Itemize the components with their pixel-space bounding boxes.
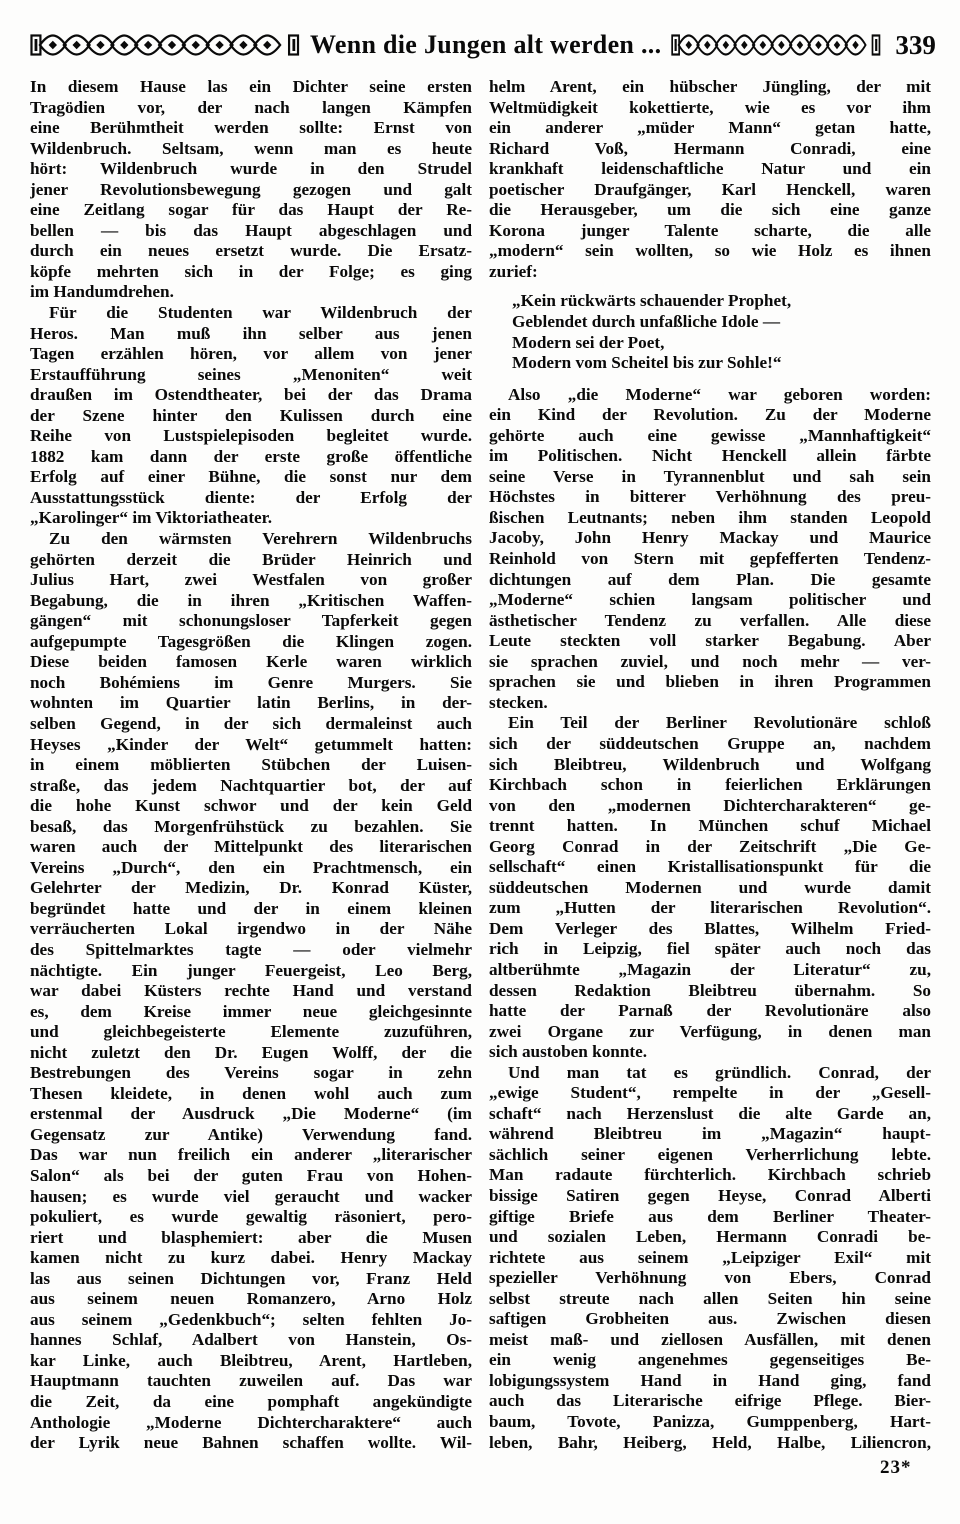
text-line: sich Bleibtreu, Wildenbruch und Wolfgang xyxy=(489,754,931,774)
text-line: es, dem Kreise immer neue gleichgesinnte xyxy=(30,1001,472,1021)
text-line: Richard Voß, Hermann Conradi, eine xyxy=(489,138,931,158)
text-line: im Politischen. Nicht Henckell allein färbte xyxy=(489,446,931,466)
text-line: sie sprachen zuviel, und noch mehr — ver- xyxy=(489,651,931,671)
text-line: Man radaute fürchterlich. Kirchbach schrieb xyxy=(489,1165,931,1185)
right-column xyxy=(489,77,931,1454)
text-line: Höchstes in bitterer Verhöhnung des preu- xyxy=(489,487,931,507)
text-line: Dem Verleger des Blattes, Wilhelm Fried- xyxy=(489,918,931,938)
text-line: In diesem Hause las ein Dichter seine ersten xyxy=(30,77,472,96)
text-line: gängen“ mit schonungsloser Tapferkeit gegen xyxy=(30,611,472,631)
text-line: die Zeit, da eine pomphaft angekündigte xyxy=(30,1392,472,1411)
text-line: ein anderer „müder Mann“ getan hatte, xyxy=(489,118,931,138)
text-line: bissige Satiren gegen Heyse, Conrad Alberti xyxy=(489,1185,931,1205)
text-line: ßischen Leutnants; neben ihm standen Leopold xyxy=(489,507,931,527)
text-line: sächlich seiner eigenen Verherrlichung lebte. xyxy=(489,1144,931,1164)
text-line: Tagen erzählen hören, vor allem von jener xyxy=(30,344,472,364)
text-line: meist maß- und ziellosen Ausfällen, mit denen xyxy=(489,1329,931,1349)
text-line: die Herausgeber, um die sich eine ganze xyxy=(489,200,931,220)
text-line: auch das Literarische eifrige Pflege. Bier- xyxy=(489,1391,931,1411)
paragraph xyxy=(30,303,472,529)
text-line: Salon“ als bei der guten Frau von Hohen- xyxy=(30,1165,472,1185)
text-line: Begabung, die in ihren „Kritischen Waffen- xyxy=(30,590,472,610)
text-line: begründet hatte und der in einem kleinen xyxy=(30,898,472,918)
text-line: aus seinem „Gedenkbuch“; selten fehlten Jo- xyxy=(30,1309,472,1329)
paragraph xyxy=(489,385,931,714)
text-line: Ausstattungsstück diente: der Erfolg der xyxy=(30,487,472,507)
text-line: Julius Hart, zwei Westfalen von großer xyxy=(30,570,472,590)
verse-line: Geblendet durch unfaßliche Idole — xyxy=(512,312,781,332)
text-line: eine Berühmtheit werden sollte: Ernst von xyxy=(30,118,472,138)
text-line: eine Zeitlang sogar für das Haupt der Re- xyxy=(30,200,472,220)
text-line: 1882 kam dann der erste große öffentliche xyxy=(30,446,472,466)
text-line: hört: Wildenbruch wurde in den Strudel xyxy=(30,159,472,179)
text-line: bellen — bis das Haupt abgeschlagen und xyxy=(30,220,472,240)
text-line: „Moderne“ schien langsam politischer und xyxy=(489,590,931,610)
text-line: selbst streute nach allen Seiten hin seine xyxy=(489,1288,931,1308)
text-line: gehörten derzeit die Brüder Heinrich und xyxy=(30,549,472,569)
verse-line: Modern sei der Poet, xyxy=(512,332,665,352)
text-line: Anthologie „Moderne Dichtercharaktere“ auch xyxy=(30,1412,472,1432)
text-line: Das war nun freilich ein anderer „literarischer xyxy=(30,1145,472,1165)
text-line: aufgepumpte Tagesgrößen die Klingen zogen. xyxy=(30,631,472,651)
text-line: kamen nicht zu kurz dabei. Henry Mackay xyxy=(30,1248,472,1268)
text-line: köpfe mehrten sich in der Folge; es ging xyxy=(30,261,472,281)
paragraph xyxy=(30,77,472,303)
text-line: spezieller Verhöhnung von Ebers, Conrad xyxy=(489,1268,931,1288)
text-line: Ein Teil der Berliner Revolutionäre schloß xyxy=(508,713,931,733)
paragraph xyxy=(30,529,472,1454)
text-line: poetischer Draufgänger, Karl Henckell, waren xyxy=(489,179,931,199)
page-number: 339 xyxy=(895,29,936,60)
text-line: „modern“ sein wollten, so wie Holz es ihnen xyxy=(489,241,931,261)
text-line: Vereins „Durch“, den ein Prachtmensch, ein xyxy=(30,857,472,877)
text-line: aus seinem neuen Romanzero, Arno Holz xyxy=(30,1289,472,1309)
text-line: Georg Conrad in der Zeitschrift „Die Ge- xyxy=(489,836,931,856)
text-line: sich austoben konnte. xyxy=(489,1042,648,1062)
chain-ornament-right-icon xyxy=(671,32,881,58)
text-line: im Handumdrehen. xyxy=(30,282,174,302)
text-line: gehörte auch eine gewisse „Mannhaftigkeit“ xyxy=(489,425,931,445)
verse-block xyxy=(512,291,931,373)
text-line: nicht zuletzt den Dr. Eugen Wolff, der die xyxy=(30,1042,472,1062)
text-line: Leute steckten voll starker Begabung. Aber xyxy=(489,631,931,651)
text-line: lobigungssystem Hand in Hand ging, fand xyxy=(489,1370,931,1390)
text-line: hausen; es wurde viel geraucht und wacker xyxy=(30,1186,472,1206)
text-line: verräucherten Lokal irgendwo in der Nähe xyxy=(30,919,472,939)
text-line: „Karolinger“ im Viktoriatheater. xyxy=(30,508,273,528)
text-line: der Szene hinter den Kulissen durch eine xyxy=(30,405,472,425)
text-line: zwei Organe zur Verfügung, in denen man xyxy=(489,1021,931,1041)
text-line: leben, Bahr, Heiberg, Held, Halbe, Liliencron, xyxy=(489,1432,931,1452)
text-line: sprachen sie und blieben in ihren Programmen xyxy=(489,672,931,692)
text-line: sich der süddeutschen Gruppe an, nachdem xyxy=(489,733,931,753)
text-line: straße, das jedem Nachtquartier bot, der auf xyxy=(30,775,472,795)
text-line: trennt hatten. In München schuf Michael xyxy=(489,816,931,836)
text-line: durch ein neues ersetzt wurde. Die Ersatz- xyxy=(30,241,472,261)
text-line: jener Revolutionsbewegung gezogen und galt xyxy=(30,179,472,199)
text-line: Korona junger Talente scharte, die alle xyxy=(489,220,931,240)
text-line: und gleichbegeisterte Elemente zuzuführen, xyxy=(30,1022,472,1042)
text-line: kar Linke, auch Bleibtreu, Arent, Hartleben, xyxy=(30,1350,472,1370)
page-header xyxy=(30,26,936,64)
text-line: Erfolg auf einer Bühne, die sonst nur dem xyxy=(30,467,472,487)
text-line: hatte der Parnaß der Revolutionäre also xyxy=(489,1001,931,1021)
text-line: noch Bohémiens im Genre Murgers. Sie xyxy=(30,672,472,692)
text-line: zurief: xyxy=(489,261,538,281)
text-line: Kirchbach schon in feierlichen Erklärungen xyxy=(489,775,931,795)
text-line: hannes Schlaf, Adalbert von Hanstein, Os- xyxy=(30,1330,472,1350)
text-line: giftige Briefe aus dem Berliner Theater- xyxy=(489,1206,931,1226)
text-line: Reinhold von Stern mit gepfefferten Tendenz- xyxy=(489,549,931,569)
text-line: helm Arent, ein hübscher Jüngling, der mit xyxy=(489,77,931,96)
text-line: Erstaufführung seines „Menoniten“ weit xyxy=(30,364,472,384)
text-line: des Spittelmarktes tagte — oder vielmehr xyxy=(30,939,472,959)
text-line: pokuliert, es wurde gewaltig räsoniert, pero- xyxy=(30,1207,472,1227)
paragraph xyxy=(489,1063,931,1453)
text-line: Thesen kleidete, in denen wohl auch zum xyxy=(30,1083,472,1103)
paragraph xyxy=(489,713,931,1062)
text-line: selben Gegend, in der sich dermaleinst auch xyxy=(30,713,472,733)
text-line: Diese beiden famosen Kerle waren wirklich xyxy=(30,652,472,672)
text-line: krankhaft leidenschaftliche Natur und ein xyxy=(489,159,931,179)
text-line: altberühmte „Magazin der Literatur“ zu, xyxy=(489,959,931,979)
text-line: Heyses „Kinder der Welt“ getummelt hatten: xyxy=(30,734,472,754)
text-line: las aus seinen Dichtungen vor, Franz Held xyxy=(30,1268,472,1288)
text-line: süddeutschen Modernen und wurde damit xyxy=(489,877,931,897)
running-title: Wenn die Jungen alt werden ... xyxy=(310,30,662,59)
text-line: war dabei Küsters rechte Hand und verstand xyxy=(30,981,472,1001)
text-line: schaft“ nach Herzenslust die alte Garde an, xyxy=(489,1103,931,1123)
text-line: Tragödien vor, der nach langen Kämpfen xyxy=(30,97,472,117)
text-line: Für die Studenten war Wildenbruch der xyxy=(49,303,472,323)
text-line: Und man tat es gründlich. Conrad, der xyxy=(508,1062,931,1082)
text-line: erstenmal der Ausdruck „Die Moderne“ (im xyxy=(30,1104,472,1124)
text-line: saftigen Grobheiten aus. Zwischen diesen xyxy=(489,1309,931,1329)
text-line: während Bleibtreu im „Magazin“ haupt- xyxy=(489,1124,931,1144)
text-line: rich in Leipzig, fiel später auch noch das xyxy=(489,939,931,959)
text-line: dessen Redaktion Bleibtreu übernahm. So xyxy=(489,980,931,1000)
verse-line: Modern vom Scheitel bis zur Sohle!“ xyxy=(512,353,782,373)
text-line: Jacoby, John Henry Mackay und Maurice xyxy=(489,528,931,548)
text-line: seine Verse in Tyrannenblut und sah sein xyxy=(489,466,931,486)
text-line: dichtungen auf dem Plan. Die gesamte xyxy=(489,569,931,589)
text-line: wohnten im Quartier latin Berlins, in der- xyxy=(30,693,472,713)
text-line: und sozialen Leben, Hermann Conradi be- xyxy=(489,1227,931,1247)
text-line: ein Kind der Revolution. Zu der Moderne xyxy=(489,405,931,425)
text-line: baum, Tovote, Panizza, Gumppenberg, Hart- xyxy=(489,1412,931,1431)
text-line: der Lyrik neue Bahnen schaffen wollte. Wil- xyxy=(30,1433,472,1453)
text-line: zum „Hutten der literarischen Revolution“. xyxy=(489,898,931,918)
chain-ornament-left-icon xyxy=(30,32,300,58)
text-line: Heros. Man muß ihn selber aus jenen xyxy=(30,323,472,343)
text-line: richtete aus seinem „Leipziger Exil“ mit xyxy=(489,1247,931,1267)
text-line: Weltmüdigkeit kokettierte, wie es vor ihm xyxy=(489,97,931,117)
text-line: Hauptmann tauchten zuweilen auf. Das war xyxy=(30,1371,472,1391)
paragraph xyxy=(489,77,931,282)
text-line: Zu den wärmsten Verehrern Wildenbruchs xyxy=(49,529,472,549)
text-line: riert und blasphemiert: aber die Musen xyxy=(30,1227,472,1247)
verse-line: „Kein rückwärts schauender Prophet, xyxy=(512,291,792,311)
text-line: ein wenig angenehmes gegenseitiges Be- xyxy=(489,1350,931,1370)
text-line: von den „modernen Dichtercharakteren“ ge- xyxy=(489,795,931,815)
text-columns xyxy=(30,77,930,1454)
text-line: nächtigte. Ein junger Feuergeist, Leo Berg, xyxy=(30,960,472,980)
text-line: besaß, das Morgenfrühstück zu bezahlen. Sie xyxy=(30,816,472,836)
text-line: „ewige Student“, rempelte in der „Gesell- xyxy=(489,1083,931,1103)
text-line: in einem möblierten Stübchen der Luisen- xyxy=(30,755,472,775)
text-line: waren auch der Mittelpunkt des literarischen xyxy=(30,837,472,857)
text-line: Gegensatz zur Antike) Verwendung fand. xyxy=(30,1124,472,1144)
text-line: Bestrebungen des Vereins sogar in zehn xyxy=(30,1063,472,1083)
text-line: die hohe Kunst schwor und der kein Geld xyxy=(30,796,472,816)
signature-mark: 23* xyxy=(880,1457,912,1478)
text-line: sellschaft“ einen Kristallisationspunkt für die xyxy=(489,857,931,877)
text-line: draußen im Ostendtheater, bei der das Drama xyxy=(30,385,472,405)
text-line: Reihe von Lustspielepisoden begleitet wurde. xyxy=(30,426,472,446)
left-column xyxy=(30,77,472,1454)
text-line: Gelehrter der Medizin, Dr. Konrad Küster, xyxy=(30,878,472,898)
text-line: Also „die Moderne“ war geboren worden: xyxy=(508,384,931,404)
text-line: stecken. xyxy=(489,692,548,712)
text-line: Wildenbruch. Seltsam, wenn man es heute xyxy=(30,138,472,158)
text-line: ästhetischer Tendenz zu verfallen. Alle diese xyxy=(489,610,931,630)
